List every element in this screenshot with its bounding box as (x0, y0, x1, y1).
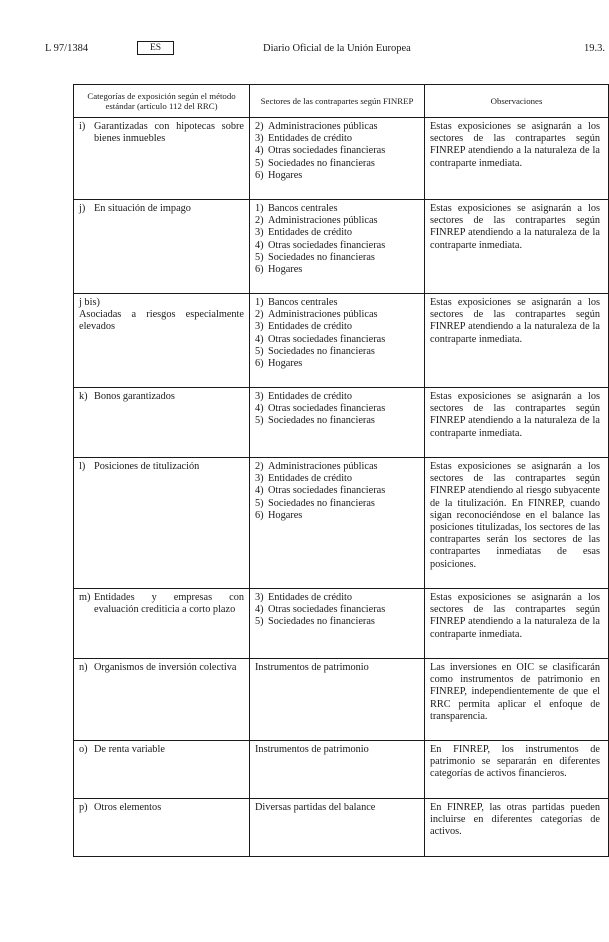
sector-name: Sociedades no financieras (268, 616, 375, 628)
page-header (45, 40, 605, 58)
remarks-cell: Estas exposiciones se asignarán a los sectores de las contrapartes según FINREP atendiendo a la naturaleza de la contraparte inmediata. (425, 589, 609, 659)
counterparty-sectors-cell (250, 458, 425, 589)
exposure-class-label: Organismos de inversión colectiva (94, 662, 237, 673)
sector-name: Administraciones públicas (268, 215, 378, 227)
exposure-class-cell (74, 388, 250, 458)
remarks-cell: Estas exposiciones se asignarán a los sectores de las contrapartes según FINREP atendiendo a la naturaleza de la contraparte inmediata. (425, 118, 609, 200)
sector-item (255, 592, 419, 604)
exposure-class-label: Asociadas a riesgos especialmente elevados (79, 309, 244, 333)
sector-number: 1) (255, 203, 264, 214)
remarks-cell: Estas exposiciones se asignarán a los sectores de las contrapartes según FINREP atendiendo a la naturaleza de la contraparte inmediata. (425, 294, 609, 388)
sector-item (255, 358, 419, 370)
remarks-cell: En FINREP, los instrumentos de patrimonio se separarán en diferentes categorías de activos financieros. (425, 741, 609, 799)
sector-item (255, 309, 419, 321)
exposure-class-code: j) (79, 203, 86, 214)
remarks-cell: Las inversiones en OIC se clasificarán como instrumentos de patrimonio en FINREP, independientemente de que el RRC permita aplicar el enfoque de transparencia. (425, 659, 609, 741)
counterparty-sectors-cell (250, 799, 425, 857)
exposure-class-cell (74, 741, 250, 799)
sector-number: 6) (255, 264, 264, 276)
exposure-class-code: k) (79, 391, 88, 402)
sector-number: 2) (255, 121, 264, 132)
sector-name: Administraciones públicas (268, 309, 378, 321)
sector-item (255, 616, 419, 628)
table-row (74, 741, 609, 799)
sector-item (255, 403, 419, 415)
sector-number: 4) (255, 604, 264, 616)
sector-name: Entidades de crédito (268, 321, 353, 333)
sector-item (255, 215, 419, 227)
exposure-class-cell (74, 118, 250, 200)
counterparty-sectors-cell (250, 741, 425, 799)
sector-name: Bancos centrales (268, 203, 338, 214)
sector-number: 6) (255, 169, 264, 181)
sector-name: Otras sociedades financieras (268, 333, 386, 345)
table-row (74, 458, 609, 589)
column-header-exposure-classes: Categorías de exposición según el método estándar (artículo 112 del RRC) (74, 85, 250, 118)
exposure-class-code: p) (79, 802, 88, 813)
sector-number: 1) (255, 297, 264, 308)
sector-item (255, 145, 419, 157)
counterparty-sectors-cell (250, 294, 425, 388)
sector-name: Sociedades no financieras (268, 497, 375, 509)
remarks-cell: En FINREP, las otras partidas pueden incluirse en diferentes categorías de activos. (425, 799, 609, 857)
table-body (74, 118, 609, 857)
sector-name: Sociedades no financieras (268, 251, 375, 263)
exposure-class-cell (74, 799, 250, 857)
exposure-class-label: Otros elementos (94, 802, 162, 813)
exposure-class-label: Garantizadas con hipotecas sobre bienes inmuebles (94, 121, 244, 145)
sector-number: 3) (255, 391, 264, 402)
sector-name: Administraciones públicas (268, 461, 378, 472)
sector-item (255, 252, 419, 264)
sector-item (255, 473, 419, 485)
column-header-remarks: Observaciones (425, 85, 609, 118)
counterparty-sectors-cell (250, 388, 425, 458)
sector-number: 5) (255, 415, 264, 427)
journal-title: Diario Oficial de la Unión Europea (263, 43, 411, 54)
sector-name: Hogares (268, 169, 303, 181)
column-header-counterparty-sectors: Sectores de las contrapartes según FINREP (250, 85, 425, 118)
sector-name: Administraciones públicas (268, 121, 378, 132)
exposure-class-label: De renta variable (94, 744, 165, 755)
sector-number: 5) (255, 157, 264, 169)
sector-number: 4) (255, 485, 264, 497)
sector-number: 5) (255, 497, 264, 509)
sector-number: 6) (255, 358, 264, 370)
remarks-cell: Estas exposiciones se asignarán a los sectores de las contrapartes según FINREP atendiendo a la naturaleza de la contraparte inmediata. (425, 200, 609, 294)
sector-item (255, 802, 419, 814)
table-row (74, 118, 609, 200)
table-row (74, 294, 609, 388)
sector-number: 3) (255, 473, 264, 485)
exposure-class-code: i) (79, 121, 86, 132)
sector-name: Entidades de crédito (268, 227, 353, 239)
sector-name: Otras sociedades financieras (268, 485, 386, 497)
exposure-class-cell (74, 659, 250, 741)
sector-name: Entidades de crédito (268, 133, 353, 145)
sector-item (255, 662, 419, 674)
sector-name: Otras sociedades financieras (268, 604, 386, 616)
counterparty-sectors-cell (250, 589, 425, 659)
sector-item (255, 744, 419, 756)
sector-name: Instrumentos de patrimonio (255, 662, 369, 673)
exposure-class-cell (74, 458, 250, 589)
sector-number: 4) (255, 403, 264, 415)
remarks-cell: Estas exposiciones se asignarán a los sectores de las contrapartes según FINREP atendiendo a la naturaleza de la contraparte inmediata. (425, 388, 609, 458)
sector-item (255, 203, 419, 215)
table-row (74, 659, 609, 741)
sector-number: 6) (255, 509, 264, 521)
sector-number: 2) (255, 215, 264, 227)
exposure-class-cell (74, 200, 250, 294)
sector-item (255, 240, 419, 252)
publication-date: 19.3. (584, 43, 605, 54)
sector-item (255, 461, 419, 473)
table-row (74, 200, 609, 294)
table-row (74, 388, 609, 458)
sector-item (255, 346, 419, 358)
counterparty-sectors-cell (250, 659, 425, 741)
sector-item (255, 170, 419, 182)
sector-number: 3) (255, 227, 264, 239)
sector-item (255, 485, 419, 497)
journal-code: L 97/1384 (45, 43, 89, 54)
sector-number: 2) (255, 461, 264, 472)
exposure-class-cell (74, 589, 250, 659)
sector-name: Otras sociedades financieras (268, 239, 386, 251)
sector-name: Entidades de crédito (268, 391, 353, 402)
sector-number: 4) (255, 333, 264, 345)
sector-name: Diversas partidas del balance (255, 802, 376, 813)
sector-name: Hogares (268, 509, 303, 521)
sector-name: Otras sociedades financieras (268, 403, 386, 415)
exposure-class-label: En situación de impago (94, 203, 191, 214)
table-header-row (74, 85, 609, 118)
exposure-class-code: n) (79, 662, 88, 673)
counterparty-sectors-cell (250, 118, 425, 200)
sector-number: 3) (255, 592, 264, 603)
exposure-class-code: m) (79, 592, 91, 603)
sector-number: 5) (255, 345, 264, 357)
sector-number: 3) (255, 133, 264, 145)
counterparty-sectors-cell (250, 200, 425, 294)
sector-number: 2) (255, 309, 264, 321)
sector-name: Instrumentos de patrimonio (255, 744, 369, 755)
sector-item (255, 510, 419, 522)
sector-number: 5) (255, 251, 264, 263)
sector-item (255, 415, 419, 427)
table-row (74, 589, 609, 659)
sector-item (255, 297, 419, 309)
sector-name: Sociedades no financieras (268, 345, 375, 357)
sector-number: 4) (255, 145, 264, 157)
exposure-class-label: Bonos garantizados (94, 391, 175, 402)
sector-name: Sociedades no financieras (268, 157, 375, 169)
exposure-class-code: j bis) (79, 297, 100, 308)
sector-item (255, 133, 419, 145)
sector-item (255, 334, 419, 346)
sector-name: Otras sociedades financieras (268, 145, 386, 157)
exposure-class-label: Posiciones de titulización (94, 461, 200, 472)
sector-item (255, 158, 419, 170)
sector-number: 4) (255, 239, 264, 251)
exposure-class-code: o) (79, 744, 88, 755)
exposure-class-label: Entidades y empresas con evaluación crediticia a corto plazo (94, 592, 244, 616)
sector-name: Bancos centrales (268, 297, 338, 308)
sector-item (255, 227, 419, 239)
sector-number: 5) (255, 616, 264, 628)
sector-name: Entidades de crédito (268, 473, 353, 485)
exposure-class-code: l) (79, 461, 86, 472)
sector-item (255, 321, 419, 333)
remarks-cell: Estas exposiciones se asignarán a los sectores de las contrapartes según FINREP atendiendo al riesgo subyacente de la titulización. En FINREP, cuando sigan reconociéndose en el balance las posiciones titulizadas, los sectores de las contrapartes serán los sectores de las contrapartes inmediatas de esas posiciones. (425, 458, 609, 589)
sector-name: Entidades de crédito (268, 592, 353, 603)
sector-item (255, 264, 419, 276)
exposure-mapping-table (73, 84, 609, 857)
sector-item (255, 121, 419, 133)
table-row (74, 799, 609, 857)
sector-item (255, 391, 419, 403)
sector-name: Hogares (268, 358, 303, 370)
sector-name: Hogares (268, 264, 303, 276)
sector-number: 3) (255, 321, 264, 333)
language-badge: ES (137, 41, 174, 55)
exposure-class-cell (74, 294, 250, 388)
sector-name: Sociedades no financieras (268, 415, 375, 427)
sector-item (255, 498, 419, 510)
sector-item (255, 604, 419, 616)
